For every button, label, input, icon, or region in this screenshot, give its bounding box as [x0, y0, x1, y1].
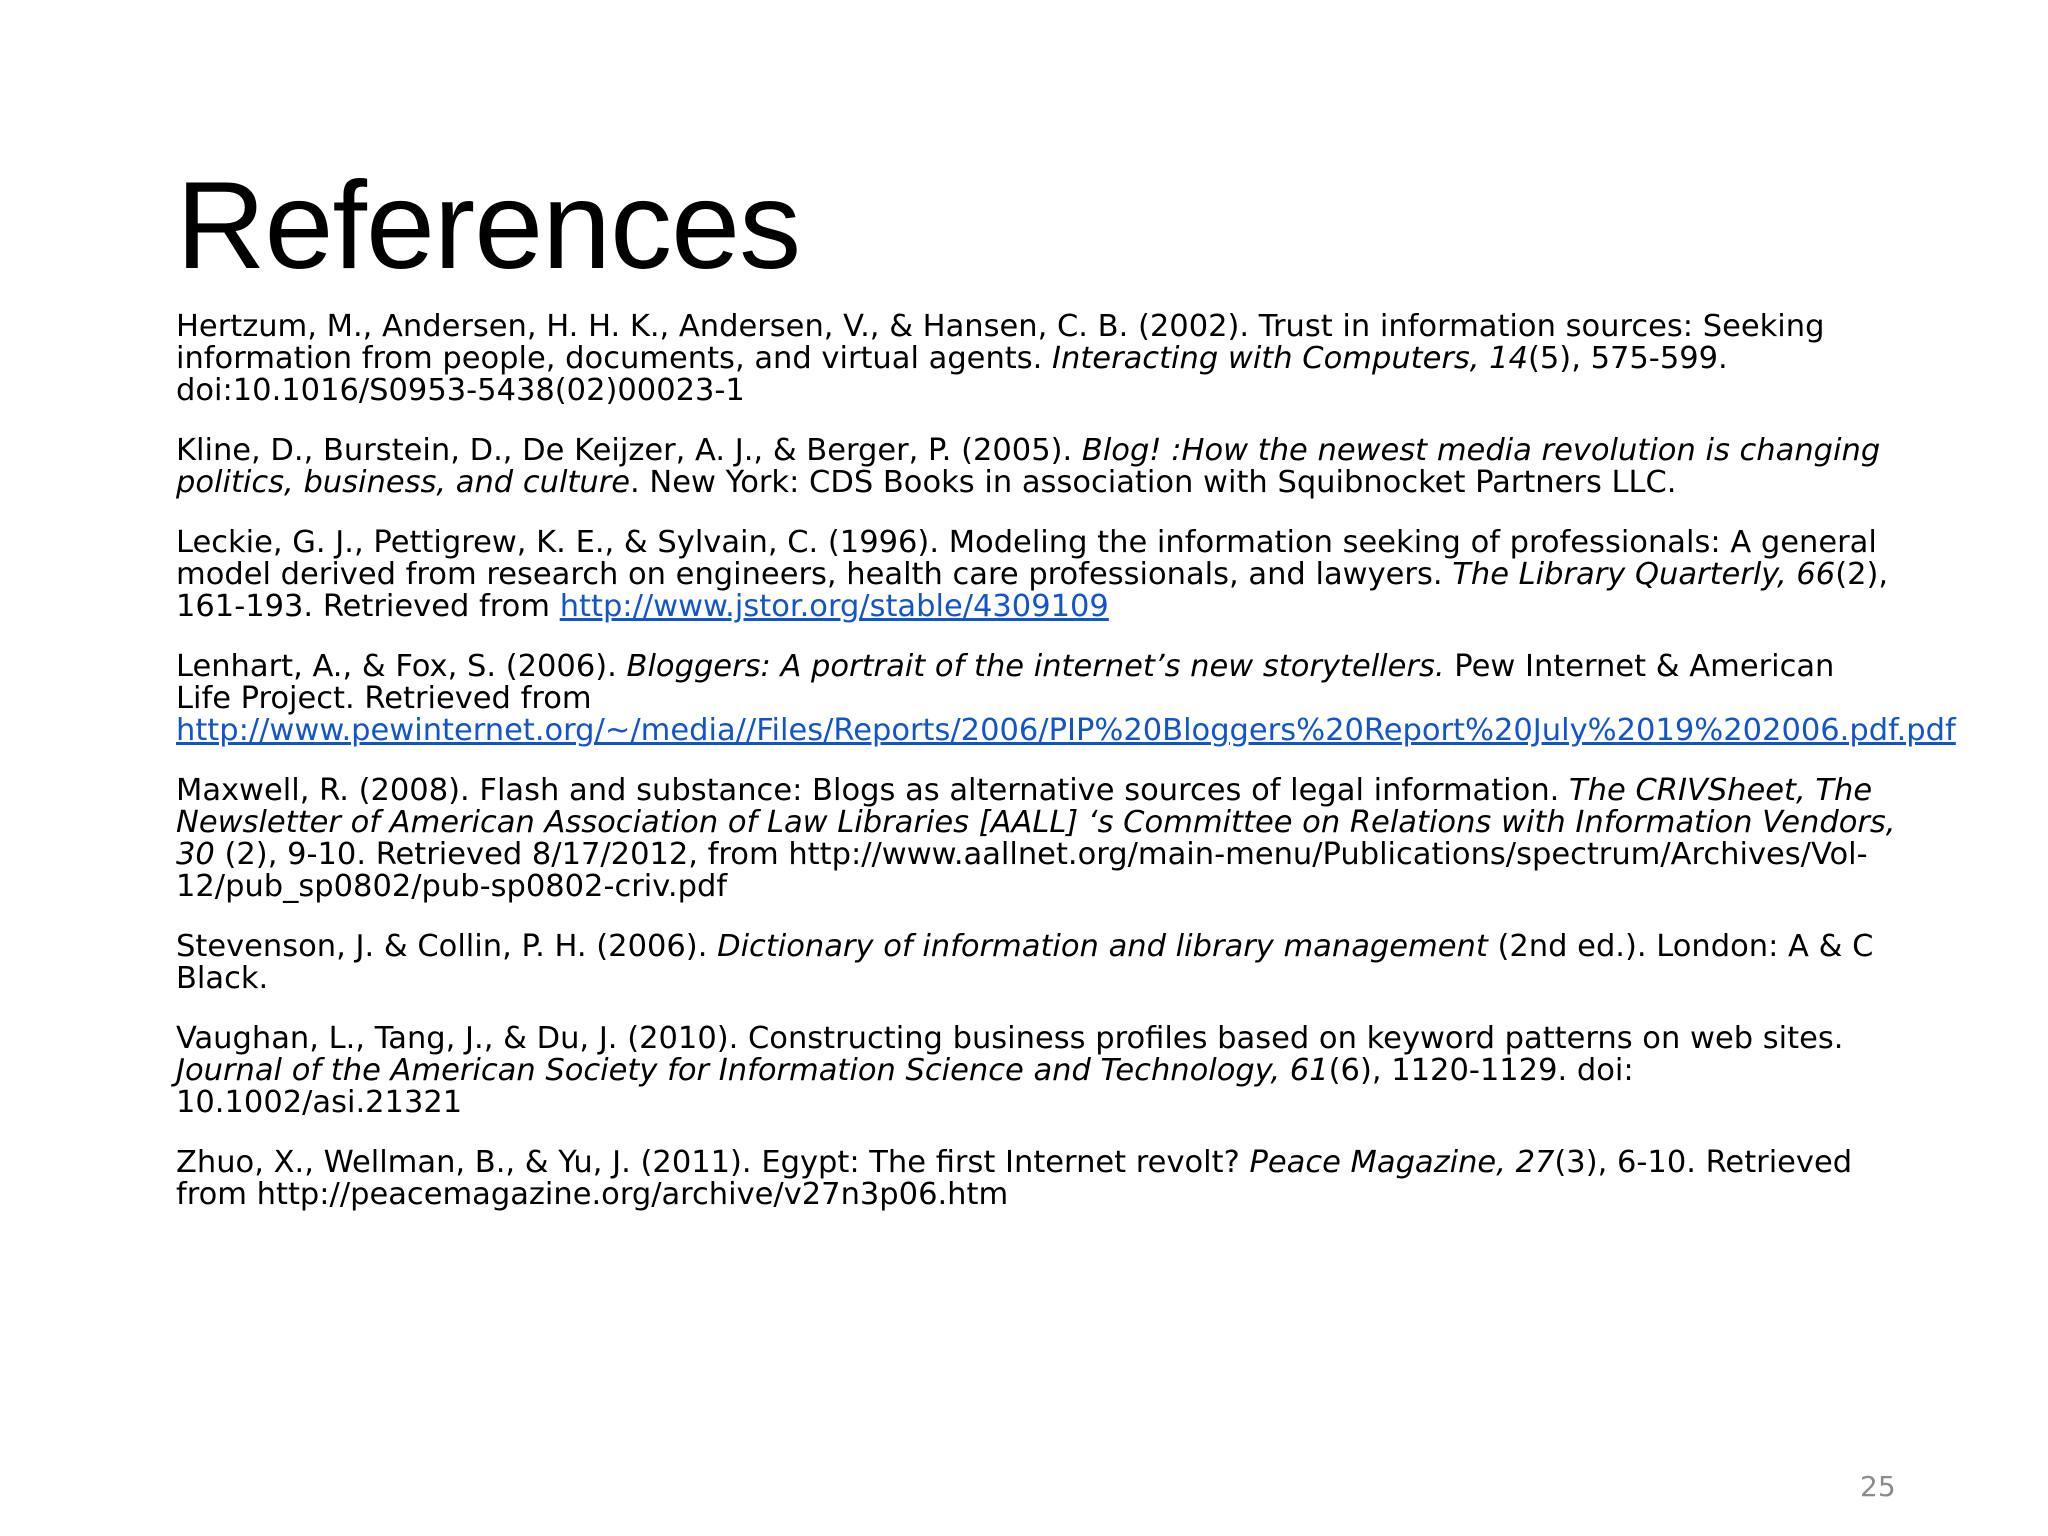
reference-entry: [176, 1023, 1896, 1119]
reference-italic-text: The Library Quarterly, 66: [1452, 557, 1836, 592]
reference-entry: [176, 1147, 1896, 1211]
reference-text: (2nd ed.). London: A & C Black.: [176, 929, 1874, 996]
reference-text: Kline, D., Burstein, D., De Keijzer, A. J., & Berger, P. (2005).: [176, 433, 1082, 468]
reference-text: Leckie, G. J., Pettigrew, K. E., & Sylvain, C. (1996). Modeling the information seeking of professionals: A general model derived from research on engineers, health care professionals, and lawyers.: [176, 525, 1877, 592]
reference-entry: [176, 775, 1896, 903]
reference-link[interactable]: http://www.pewinternet.org/~/media//Files/Reports/2006/PIP%20Bloggers%20Report%20July%2019%202006.pdf.pdf: [176, 713, 1956, 748]
reference-italic-text: The CRIVSheet, The Newsletter of American Association of Law Libraries [AALL] ‘s Committee on Relations with Information Vendors, 30: [176, 773, 1896, 872]
reference-text: Stevenson, J. & Collin, P. H. (2006).: [176, 929, 718, 964]
reference-entry: [176, 649, 1956, 748]
reference-text: (2), 161-193. Retrieved from: [176, 557, 1889, 624]
reference-italic-text: Journal of the American Society for Information Science and Technology, 61: [176, 1053, 1329, 1088]
reference-text: (6), 1120-1129. doi: 10.1002/asi.21321: [176, 1053, 1634, 1120]
slide-title: References: [176, 157, 801, 295]
reference-text: Vaughan, L., Tang, J., & Du, J. (2010). Constructing business profiles based on keyword patterns on web sites.: [176, 1021, 1844, 1056]
reference-italic-text: Bloggers: A portrait of the internet’s new storytellers.: [626, 649, 1445, 684]
reference-entry: [176, 311, 1896, 407]
reference-text: Maxwell, R. (2008). Flash and substance: Blogs as alternative sources of legal information.: [176, 773, 1570, 808]
reference-italic-text: Dictionary of information and library management: [717, 929, 1488, 964]
page-number: 25: [1860, 1470, 1896, 1503]
reference-entry: [176, 931, 1896, 995]
reference-text: Pew Internet & American Life Project. Retrieved from: [176, 649, 1835, 716]
reference-text: . New York: CDS Books in association with Squibnocket Partners LLC.: [630, 465, 1677, 500]
reference-entry: [176, 527, 1896, 623]
reference-text: (5), 575-599. doi:10.1016/S0953-5438(02)00023-1: [176, 341, 1728, 408]
reference-link[interactable]: http://www.jstor.org/stable/4309109: [559, 589, 1109, 624]
reference-text: Zhuo, X., Wellman, B., & Yu, J. (2011). Egypt: The first Internet revolt?: [176, 1145, 1250, 1180]
reference-text: Lenhart, A., & Fox, S. (2006).: [176, 649, 627, 684]
reference-italic-text: Peace Magazine, 27: [1249, 1145, 1555, 1180]
reference-entry: [176, 435, 1896, 499]
references-list: [176, 309, 1956, 1239]
reference-text: Hertzum, M., Andersen, H. H. K., Andersen, V., & Hansen, C. B. (2002). Trust in information sources: Seeking information from people, documents, and virtual agents.: [176, 309, 1825, 376]
reference-italic-text: Blog! :How the newest media revolution is changing politics, business, and culture: [176, 433, 1881, 500]
reference-text: (2), 9-10. Retrieved 8/17/2012, from http://www.aallnet.org/main-menu/Publications/spectrum/Archives/Vol-12/pub_sp0802/pub-sp0802-criv.pdf: [176, 837, 1868, 904]
reference-text: (3), 6-10. Retrieved from http://peacemagazine.org/archive/v27n3p06.htm: [176, 1145, 1853, 1212]
reference-italic-text: Interacting with Computers, 14: [1052, 341, 1528, 376]
